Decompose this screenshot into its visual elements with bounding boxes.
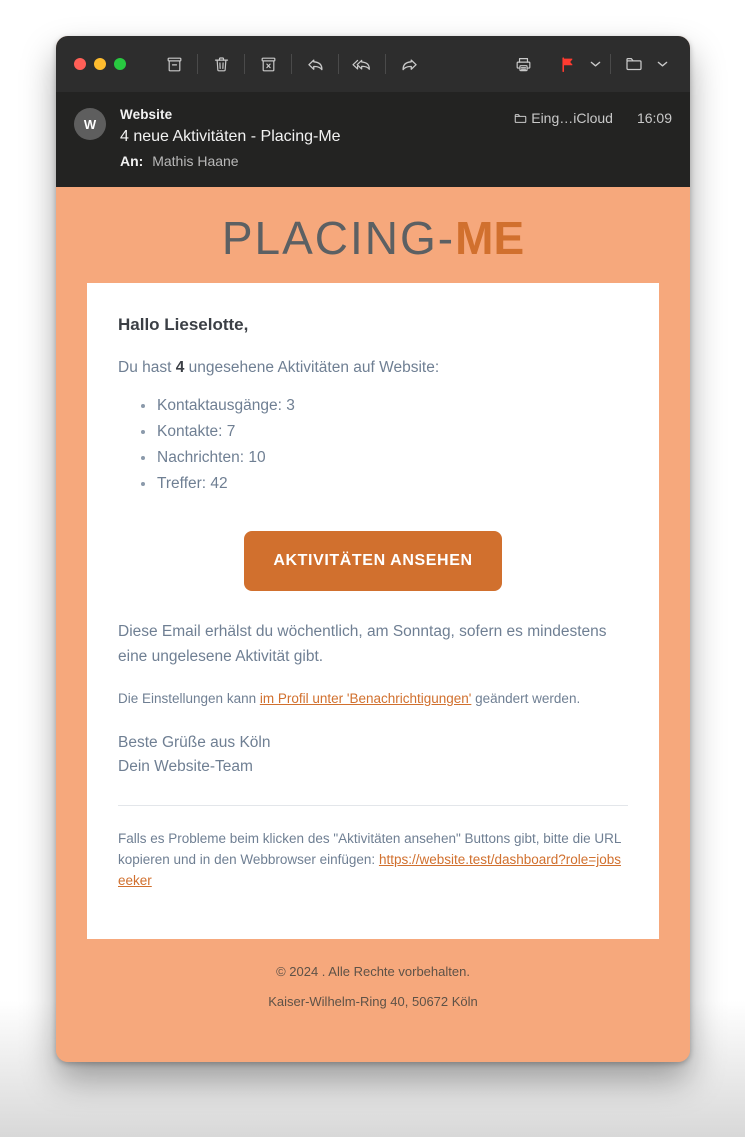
logo-text (221, 212, 525, 264)
chevron-down-icon[interactable] (652, 60, 672, 68)
brand-logo (56, 187, 690, 283)
greeting: Hallo Lieselotte, (118, 315, 249, 334)
traffic-lights (74, 58, 126, 70)
intro-text (118, 357, 628, 379)
junk-icon[interactable] (250, 47, 286, 81)
toolbar-separator (385, 54, 386, 74)
email-body (56, 187, 690, 1062)
message-header-text (120, 106, 513, 171)
forward-icon[interactable] (391, 47, 427, 81)
recipient-label: An: (120, 153, 144, 169)
recipient-line (120, 151, 513, 171)
divider (118, 805, 628, 806)
minimize-button[interactable] (94, 58, 106, 70)
maximize-button[interactable] (114, 58, 126, 70)
reply-icon[interactable] (297, 47, 333, 81)
frequency-note: Diese Email erhälst du wöchentlich, am Sonntag, sofern es mindestens eine ungelesene Aktivität gibt. (118, 623, 607, 665)
mailbox-indicator[interactable] (513, 110, 613, 126)
logo-part-me: ME (455, 212, 525, 264)
intro-after: ungesehene Aktivitäten auf Website: (184, 359, 440, 376)
fallback-text: Falls es Probleme beim klicken des "Aktivitäten ansehen" Buttons gibt, bitte die URL kopieren und in den Webbrowser einfügen: (118, 831, 621, 867)
message-time: 16:09 (636, 110, 672, 126)
signature-line-1: Beste Grüße aus Köln (118, 734, 271, 751)
view-activities-button[interactable]: AKTIVITÄTEN ANSEHEN (244, 531, 501, 591)
message-header-meta (513, 110, 672, 126)
reply-all-icon[interactable] (344, 47, 380, 81)
toolbar-separator (338, 54, 339, 74)
list-item: Nachrichten: 10 (136, 445, 628, 471)
settings-after: geändert werden. (471, 691, 581, 706)
print-icon[interactable] (505, 47, 541, 81)
toolbar-separator (291, 54, 292, 74)
footer-address: Kaiser-Wilhelm-Ring 40, 50672 Köln (268, 994, 478, 1009)
message-subject: 4 neue Aktivitäten - Placing-Me (120, 128, 341, 145)
toolbar-separator (197, 54, 198, 74)
intro-before: Du hast (118, 359, 176, 376)
email-card (87, 283, 659, 939)
footer-copyright: © 2024 . Alle Rechte vorbehalten. (276, 964, 470, 979)
move-to-folder-icon[interactable] (616, 47, 652, 81)
message-header (56, 92, 690, 187)
trash-icon[interactable] (203, 47, 239, 81)
list-item: Treffer: 42 (136, 471, 628, 497)
fallback-url-link[interactable]: https://website.test/dashboard?role=jobseeker (118, 852, 621, 888)
cta-container (118, 507, 628, 619)
window-toolbar (56, 36, 690, 92)
archive-icon[interactable] (156, 47, 192, 81)
toolbar-separator (244, 54, 245, 74)
mail-window (56, 36, 690, 1062)
mailbox-label: Eing…iCloud (531, 110, 613, 126)
toolbar-separator (610, 54, 611, 74)
fallback-url-note (118, 828, 628, 891)
email-footer (56, 939, 690, 1017)
close-button[interactable] (74, 58, 86, 70)
chevron-down-icon[interactable] (585, 60, 605, 68)
list-item: Kontakte: 7 (136, 419, 628, 445)
avatar: W (74, 108, 106, 140)
list-item: Kontaktausgänge: 3 (136, 393, 628, 419)
logo-part-placing: PLACING- (221, 212, 456, 264)
signature (118, 731, 628, 779)
settings-note (118, 689, 628, 709)
folder-icon (513, 111, 528, 126)
sender-name: Website (120, 107, 173, 122)
flag-icon[interactable] (549, 47, 585, 81)
toolbar-actions (156, 47, 427, 81)
toolbar-right-actions (505, 47, 672, 81)
activity-count: 4 (175, 359, 185, 376)
settings-before: Die Einstellungen kann (118, 691, 260, 706)
activity-list (136, 393, 628, 497)
profile-settings-link[interactable]: im Profil unter 'Benachrichtigungen' (259, 691, 472, 706)
signature-line-2: Dein Website-Team (118, 758, 253, 775)
recipient-name[interactable]: Mathis Haane (152, 153, 239, 169)
